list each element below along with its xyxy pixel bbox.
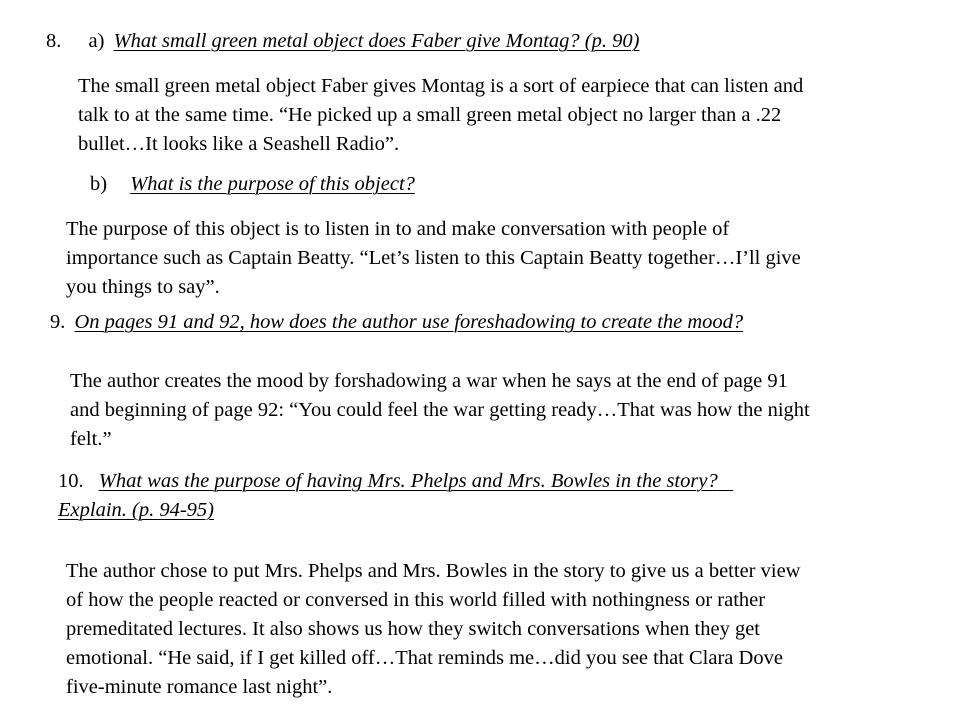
- answer-10: [66, 557, 800, 702]
- answer-line: you things to say”.: [66, 276, 220, 298]
- answer-line: felt.”: [70, 428, 112, 450]
- question-9: [50, 308, 743, 337]
- answer-line: importance such as Captain Beatty. “Let’s listen to this Captain Beatty together…I’ll give: [66, 247, 801, 269]
- answer-line: talk to at the same time. “He picked up a small green metal object no larger than a .22: [78, 104, 782, 126]
- question-text: What is the purpose of this object?: [130, 173, 415, 195]
- question-10: [58, 467, 733, 525]
- question-8a: [46, 27, 639, 56]
- answer-9: [70, 367, 810, 454]
- question-text: On pages 91 and 92, how does the author use foreshadowing to create the mood?: [74, 311, 744, 333]
- question-text: What was the purpose of having Mrs. Phelps and Mrs. Bowles in the story?: [98, 470, 718, 492]
- answer-line: premeditated lectures. It also shows us how they switch conversations when they get: [66, 618, 760, 640]
- answer-line: The small green metal object Faber gives Montag is a sort of earpiece that can listen and: [78, 75, 804, 97]
- answer-line: five-minute romance last night”.: [66, 676, 333, 698]
- answer-8b: [66, 215, 801, 302]
- answer-line: of how the people reacted or conversed in this world filled with nothingness or rather: [66, 589, 766, 611]
- question-part-label: b): [90, 173, 108, 195]
- question-text-continued: Explain. (p. 94-95): [58, 499, 214, 521]
- question-number: 10.: [58, 470, 84, 492]
- answer-line: The author chose to put Mrs. Phelps and Mrs. Bowles in the story to give us a better view: [66, 560, 801, 582]
- answer-line: The author creates the mood by forshadowing a war when he says at the end of page 91: [70, 370, 788, 392]
- answer-line: The purpose of this object is to listen in to and make conversation with people of: [66, 218, 730, 240]
- question-text: What small green metal object does Faber give Montag? (p. 90): [113, 30, 640, 52]
- answer-8a: [78, 72, 803, 159]
- question-8b: [90, 170, 415, 199]
- question-underline-tail: [718, 470, 733, 492]
- answer-line: emotional. “He said, if I get killed off…That reminds me…did you see that Clara Dove: [66, 647, 783, 669]
- question-number: 8.: [46, 30, 62, 52]
- question-part-label: a): [88, 30, 105, 52]
- answer-line: and beginning of page 92: “You could feel the war getting ready…That was how the night: [70, 399, 810, 421]
- answer-line: bullet…It looks like a Seashell Radio”.: [78, 133, 400, 155]
- question-number: 9.: [50, 311, 66, 333]
